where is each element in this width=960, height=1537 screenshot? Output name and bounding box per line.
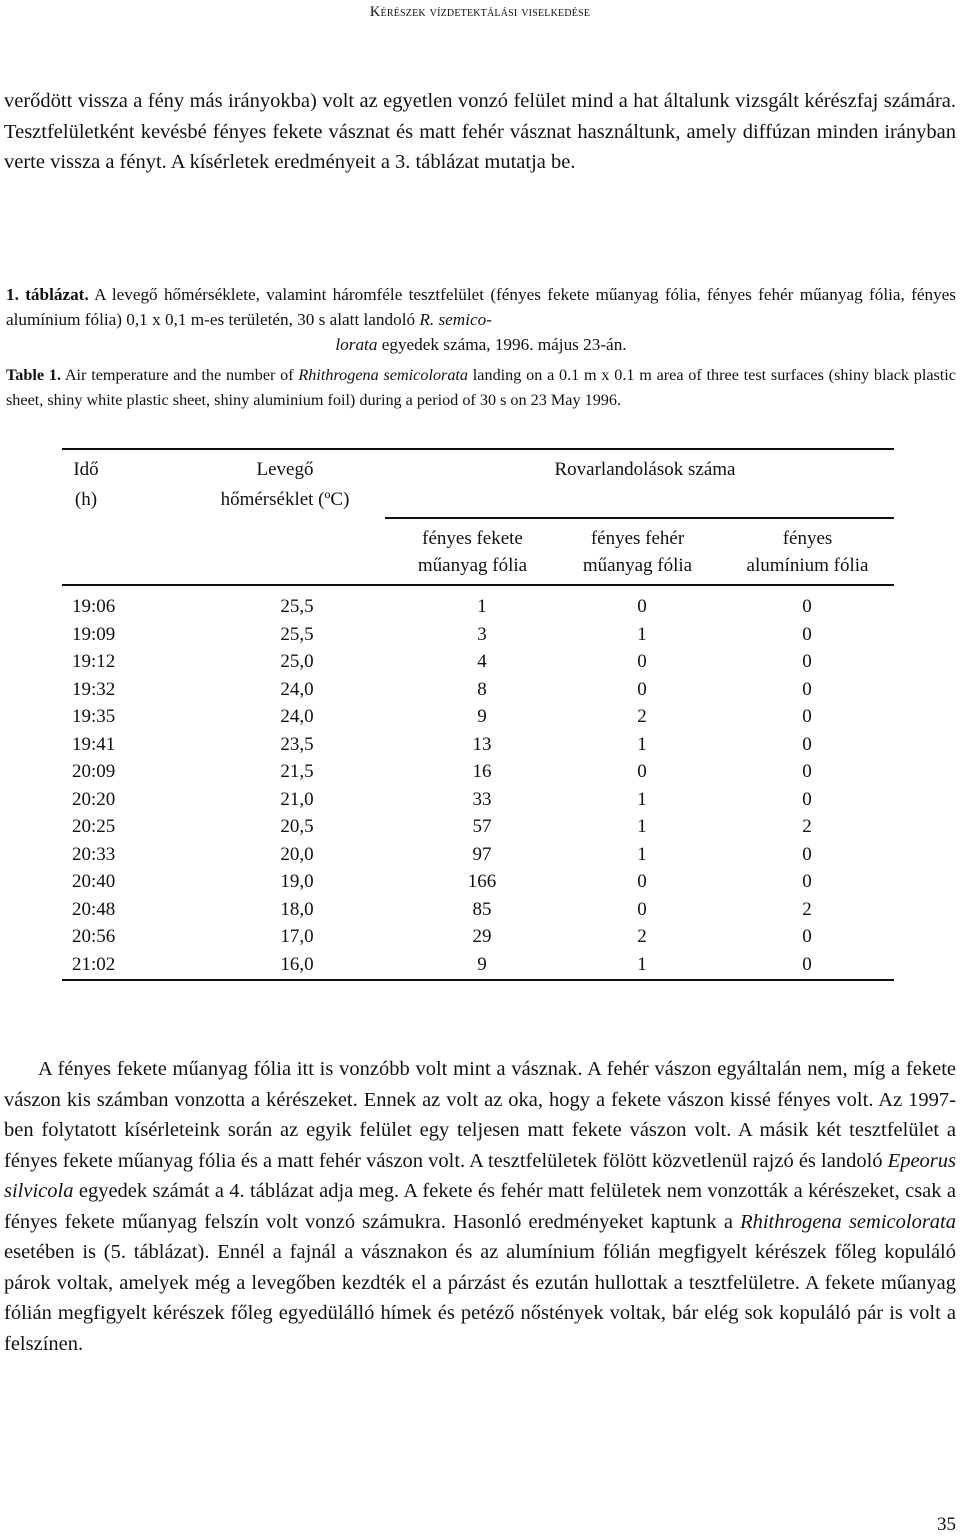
cell-time: 20:40 [72,871,116,892]
header-temp-line-1: Levegő [256,459,314,480]
table-caption-english [6,363,956,413]
cell-temperature: 18,0 [280,898,314,920]
cell-temperature: 24,0 [280,706,314,727]
cell-time: 19:32 [72,678,116,700]
table-row [62,868,894,896]
header-black-line-1: fényes fekete [422,528,523,549]
cell-aluminium-foil: 0 [802,953,812,975]
cell-time: 20:25 [72,816,116,837]
table-row [62,621,894,649]
table-bottom-rule [62,979,894,981]
cell-white-sheet: 2 [637,926,647,947]
header-time [62,455,110,515]
cell-time: 19:41 [72,733,116,755]
cell-temperature: 25,0 [280,651,314,672]
cell-black-sheet: 8 [477,678,487,700]
cell-aluminium-foil: 0 [802,733,812,755]
header-time-line-1: Idő [73,459,99,480]
cell-white-sheet: 1 [637,843,647,865]
cell-black-sheet: 9 [477,953,487,975]
header-alu-line-1: fényes [782,528,833,549]
cell-white-sheet: 1 [637,788,647,810]
header-temperature [190,455,380,515]
cell-black-sheet: 166 [467,871,497,892]
caption-hu-label: 1. táblázat. [6,285,89,304]
caption-hu-species-a: R. semico- [419,310,492,329]
cell-white-sheet: 1 [637,816,647,837]
caption-en-species: Rhithrogena semicolorata [298,366,469,384]
table-row [62,923,894,951]
cell-temperature: 16,0 [280,953,314,975]
caption-hu-text-a: A levegő hőmérséklete, valamint háromféle tesztfelület (fényes fekete műanyag fólia, fényes fehér műanyag fólia, fényes alumínium fólia) 0,1 x 0,1 m-es területén, 30 s alatt landoló [6,285,956,329]
cell-white-sheet: 0 [637,651,647,672]
cell-black-sheet: 1 [477,596,487,617]
cell-black-sheet: 33 [472,788,492,810]
table-row [62,676,894,704]
cell-aluminium-foil: 0 [802,596,812,617]
caption-hu-text-b: egyedek száma, 1996. május 23-án. [377,335,627,354]
table-row [62,841,894,869]
cell-white-sheet: 0 [637,678,647,700]
cell-aluminium-foil: 0 [802,926,812,947]
cell-temperature: 24,0 [280,678,314,700]
para2-text-2: egyedek számát a 4. táblázat adja meg. A fekete és fehér matt felületek nem vonzották a kérészeket, csak a fényes fekete műanyag felszín volt vonzó számukra. Hasonló eredményeket kaptunk a [4,1180,956,1233]
cell-aluminium-foil: 2 [802,816,812,837]
cell-white-sheet: 2 [637,706,647,727]
table-row [62,703,894,731]
cell-temperature: 20,0 [280,843,314,865]
caption-hu-species-b: lorata [335,335,378,354]
cell-white-sheet: 0 [637,871,647,892]
header-white-line-2: műanyag fólia [582,555,693,576]
table-row [62,813,894,841]
cell-aluminium-foil: 0 [802,871,812,892]
cell-black-sheet: 85 [472,898,492,920]
cell-temperature: 19,0 [280,871,314,892]
cell-aluminium-foil: 0 [802,788,812,810]
header-white-sheet [560,525,715,579]
table-row [62,896,894,924]
cell-aluminium-foil: 2 [802,898,812,920]
cell-black-sheet: 9 [477,706,487,727]
cell-aluminium-foil: 0 [802,706,812,727]
cell-aluminium-foil: 0 [802,843,812,865]
cell-temperature: 17,0 [280,926,314,947]
table-row [62,758,894,786]
cell-black-sheet: 16 [472,761,492,782]
header-black-line-2: műanyag fólia [417,555,528,576]
cell-aluminium-foil: 0 [802,761,812,782]
header-black-sheet [395,525,550,579]
cell-time: 19:12 [72,651,116,672]
header-aluminium-foil [725,525,890,579]
cell-black-sheet: 29 [472,926,492,947]
table-caption-hungarian [6,282,956,357]
body-paragraph-2 [4,1054,956,1359]
caption-en-text-b: landing on a 0.1 m x 0.1 m area of three test surfaces (shiny black plastic sheet, shiny white plastic sheet, shiny aluminium foil) during a period of 30 s on 23 May 1996. [6,366,956,409]
cell-white-sheet: 1 [637,953,647,975]
cell-aluminium-foil: 0 [802,623,812,645]
cell-time: 19:09 [72,623,116,645]
cell-black-sheet: 57 [472,816,492,837]
cell-white-sheet: 0 [637,898,647,920]
table-top-rule [62,448,894,450]
header-landings-group: Rovarlandolások száma [554,459,736,480]
cell-time: 19:06 [72,596,116,617]
cell-temperature: 21,0 [280,788,314,810]
header-white-line-1: fényes fehér [590,528,685,549]
table-row [62,951,894,979]
cell-temperature: 23,5 [280,733,314,755]
para2-text-3: esetében is (5. táblázat). Ennél a fajnál a vásznakon és az alumínium fólián megfigyelt kérészek főleg kopuláló párok voltak, amelyek még a levegőben kezdték el a párzást és ezután hullottak a tesztfelületre. A fekete műanyag fólián megfigyelt kérészek főleg egyedülálló hímek és petéző nőstények voltak, bár elég sok kopuláló pár is volt a felszínen. [4,1241,956,1355]
cell-time: 19:35 [72,706,116,727]
table-group-rule [385,517,894,519]
cell-time: 20:48 [72,898,116,920]
cell-time: 21:02 [72,953,116,975]
para2-species-2: Rhithrogena semicolorata [740,1210,956,1233]
cell-black-sheet: 97 [472,843,492,865]
cell-time: 20:20 [72,788,116,810]
caption-en-text-a: Air temperature and the number of [61,366,299,384]
para2-text-1: A fényes fekete műanyag fólia itt is vonzóbb volt mint a vásznak. A fehér vászon egyáltalán nem, míg a fekete vászon kis számban vonzotta a kérészeket. Ennek az volt az oka, hogy a fekete vászon kissé fényes volt. Az 1997-ben folytatott kísérleteink során az egyik felület egy teljesen matt fekete vászon volt. A másik két tesztfelület a fényes fekete műanyag fólia és a matt fehér vászon volt. A tesztfelületek fölött közvetlenül rajzó és landoló [4,1058,956,1172]
cell-white-sheet: 1 [637,623,647,645]
para2-species-1: Epeorus silvicola [4,1149,956,1202]
cell-white-sheet: 0 [637,596,647,617]
header-temp-line-2: hőmérséklet (ºC) [220,489,350,510]
table-header-rule [62,584,894,586]
cell-black-sheet: 13 [472,733,492,755]
cell-temperature: 20,5 [280,816,314,837]
cell-time: 20:56 [72,926,116,947]
table-row [62,731,894,759]
caption-hu-tail [6,332,956,357]
header-alu-line-2: alumínium fólia [746,555,869,576]
page-number: 35 [937,1514,956,1535]
cell-black-sheet: 3 [477,623,487,645]
cell-temperature: 21,5 [280,761,314,782]
caption-en-label: Table 1. [6,366,61,384]
cell-black-sheet: 4 [477,651,487,672]
table-row [62,593,894,621]
cell-temperature: 25,5 [280,623,314,645]
cell-temperature: 25,5 [280,596,314,617]
cell-aluminium-foil: 0 [802,651,812,672]
cell-white-sheet: 0 [637,761,647,782]
cell-white-sheet: 1 [637,733,647,755]
running-head: Kérészek vízdetektálási viselkedése [369,4,591,20]
table-row [62,648,894,676]
body-paragraph-1: verődött vissza a fény más irányokba) volt az egyetlen vonzó felület mind a hat általunk vizsgált kérészfaj számára. Tesztfelületként kevésbé fényes fekete vásznat és matt fehér vásznat használtunk, amely diffúzan minden irányban verte vissza a fényt. A kísérletek eredményeit a 3. táblázat mutatja be. [4,90,956,173]
cell-time: 20:09 [72,761,116,782]
cell-time: 20:33 [72,843,116,865]
cell-aluminium-foil: 0 [802,678,812,700]
header-time-line-2: (h) [74,489,98,510]
table-row [62,786,894,814]
